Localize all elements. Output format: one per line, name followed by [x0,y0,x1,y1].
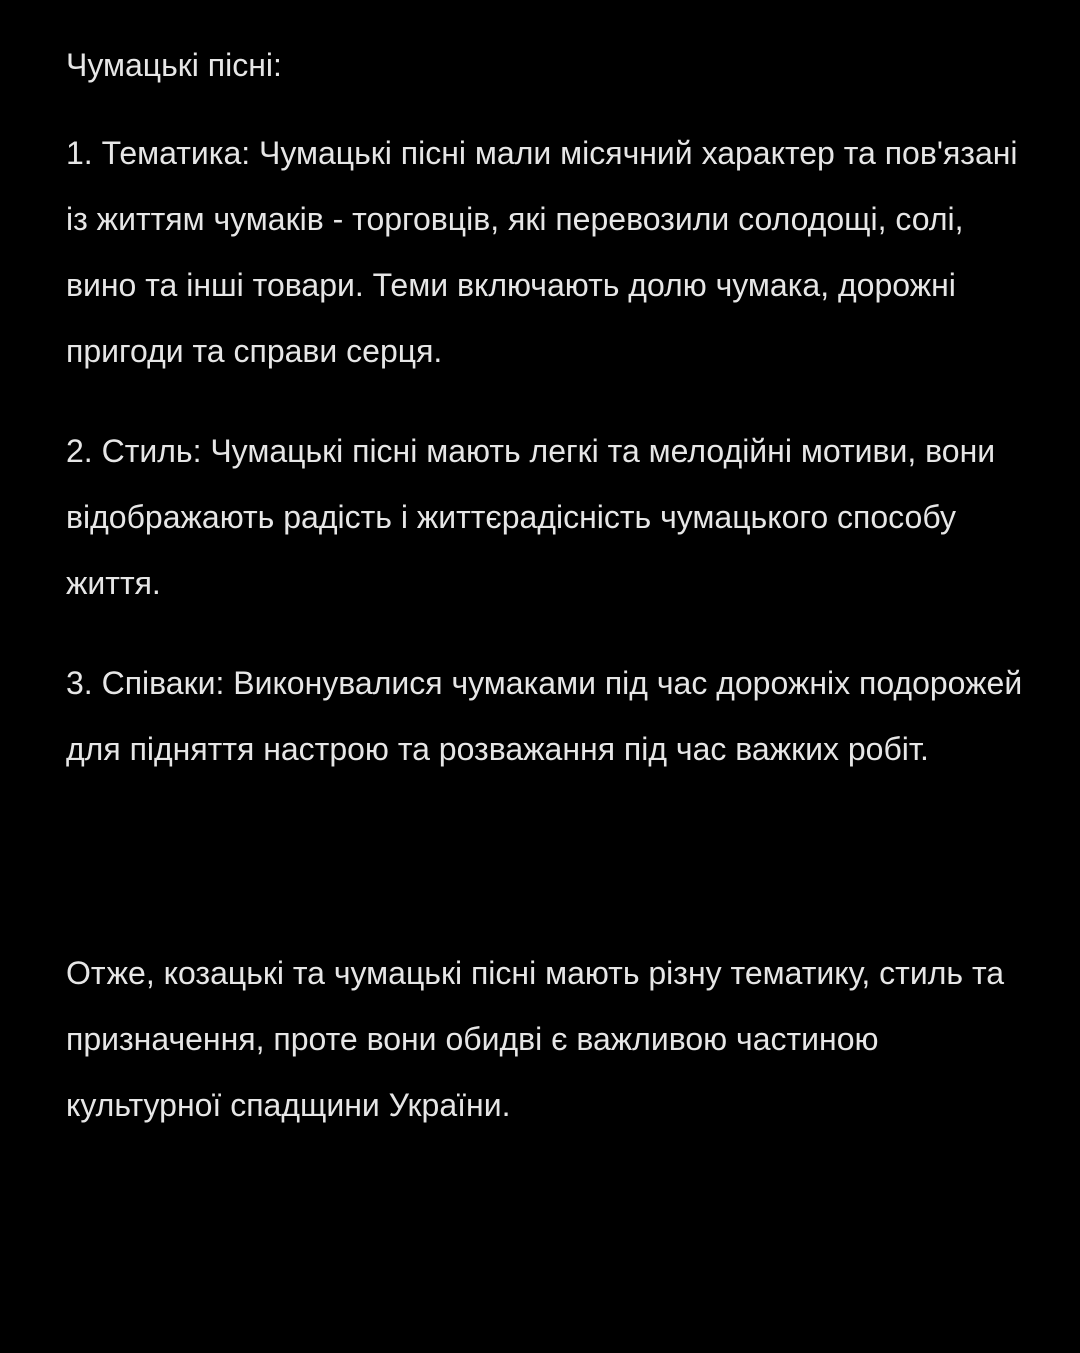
paragraph-spacer [66,816,1026,940]
chat-message [66,32,1026,1138]
message-conclusion: Отже, козацькі та чумацькі пісні мають різну тематику, стиль та призначення, проте вони обидві є важливою частиною культурної спадщини України. [66,955,1005,1123]
message-heading: Чумацькі пісні: [66,47,282,83]
list-item-singers: 3. Співаки: Виконувалися чумаками під час дорожніх подорожей для підняття настрою та розважання під час важких робіт. [66,665,1023,767]
list-item-themes: 1. Тематика: Чумацькі пісні мали місячний характер та пов'язані із життям чумаків - торговців, які перевозили солодощі, солі, вино та інші товари. Теми включають долю чумака, дорожні пригоди та справи серця. [66,135,1018,369]
list-item-style: 2. Стиль: Чумацькі пісні мають легкі та мелодійні мотиви, вони відображають радість і життєрадісність чумацького способу життя. [66,433,996,601]
